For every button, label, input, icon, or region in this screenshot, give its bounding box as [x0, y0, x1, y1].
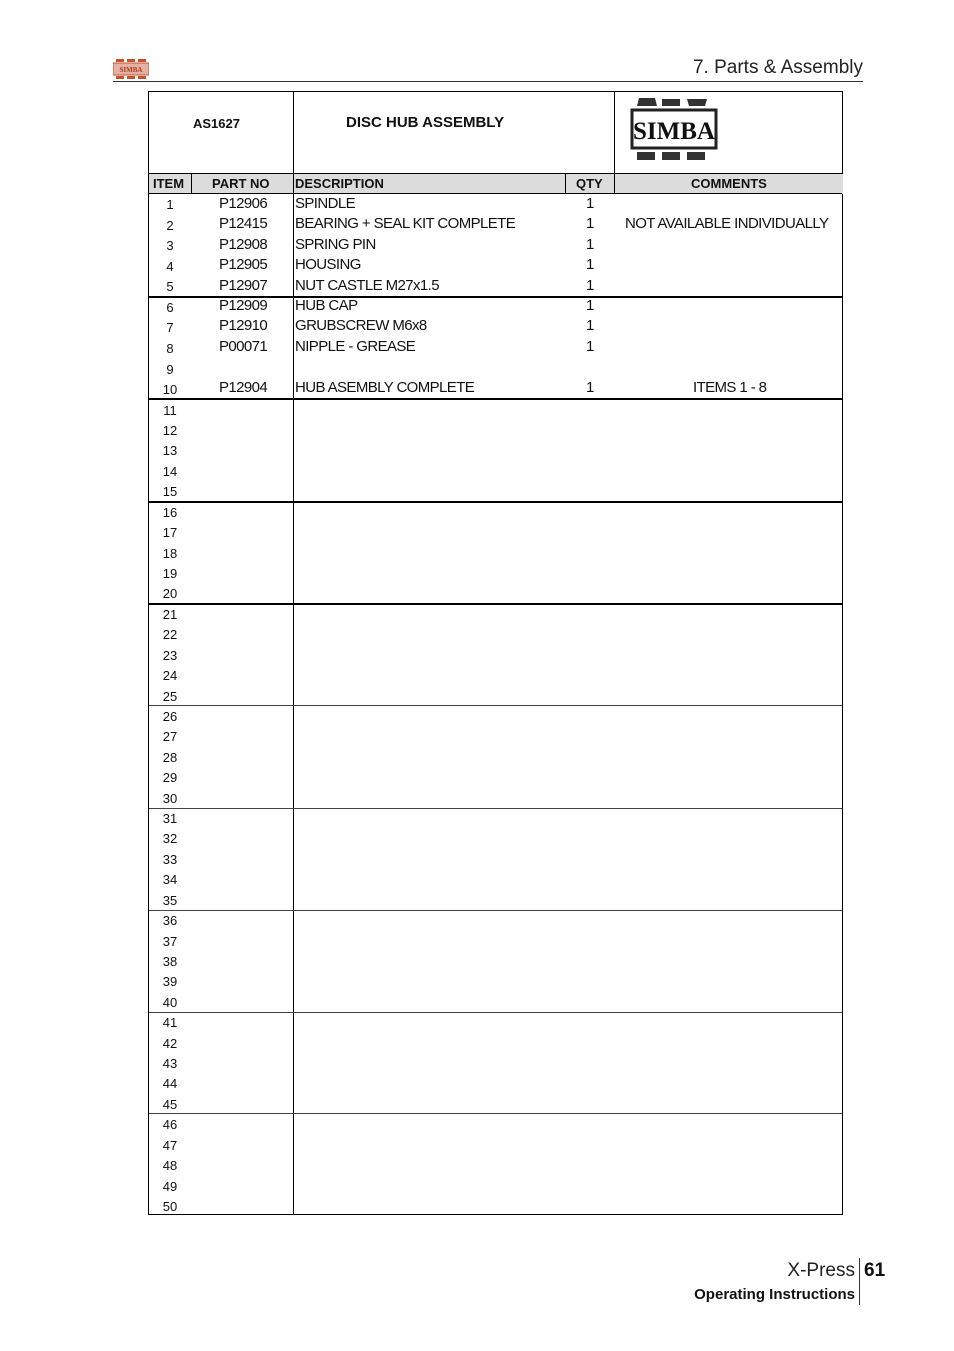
item-number: 44: [162, 1076, 178, 1091]
simba-logo-small: [113, 59, 149, 79]
divider-item-part: [191, 173, 192, 194]
part-description: HOUSING: [295, 256, 361, 273]
item-number: 40: [162, 995, 178, 1010]
item-number: 19: [162, 566, 178, 581]
parts-list-sheet: [148, 91, 843, 1215]
item-number: 29: [162, 770, 178, 785]
item-number: 22: [162, 627, 178, 642]
group-line-8: [149, 1012, 842, 1013]
part-qty: 1: [586, 215, 594, 232]
page-number: 61: [864, 1260, 886, 1281]
group-line-7: [149, 910, 842, 911]
item-number: 45: [162, 1097, 178, 1112]
part-qty: 1: [586, 277, 594, 294]
header-divider: [113, 81, 863, 82]
item-number: 7: [166, 320, 174, 335]
part-qty: 1: [586, 317, 594, 334]
part-comment: NOT AVAILABLE INDIVIDUALLY: [625, 215, 829, 232]
item-number: 46: [162, 1117, 178, 1132]
item-number: 38: [162, 954, 178, 969]
item-number: 13: [162, 443, 178, 458]
section-title: 7. Parts & Assembly: [692, 57, 863, 78]
simba-logo: [629, 98, 719, 162]
svg-text:SIMBA: SIMBA: [633, 118, 715, 145]
part-qty: 1: [586, 379, 594, 396]
part-description: NIPPLE - GREASE: [295, 338, 416, 355]
part-qty: 1: [586, 256, 594, 273]
item-number: 32: [162, 831, 178, 846]
part-description: HUB CAP: [295, 297, 358, 314]
item-number: 26: [162, 709, 178, 724]
item-number: 31: [162, 811, 178, 826]
col-header-item: ITEM: [153, 176, 185, 191]
group-line-3: [149, 501, 842, 503]
divider-code-title: [293, 92, 294, 1214]
item-number: 5: [166, 279, 174, 294]
divider-desc-qty: [565, 173, 566, 194]
header-top-line: [149, 173, 842, 174]
group-line-4: [149, 603, 842, 605]
item-number: 14: [162, 464, 178, 479]
part-qty: 1: [586, 297, 594, 314]
part-description: SPRING PIN: [295, 236, 376, 253]
col-header-part-no: PART NO: [212, 176, 270, 191]
footer-product-name: X-Press: [787, 1260, 855, 1281]
item-number: 15: [162, 484, 178, 499]
item-number: 12: [162, 423, 178, 438]
part-number: P00071: [219, 338, 268, 355]
item-number: 10: [162, 382, 178, 397]
item-number: 23: [162, 648, 178, 663]
part-qty: 1: [586, 338, 594, 355]
part-number: P12415: [219, 215, 268, 232]
col-header-qty: QTY: [576, 176, 603, 191]
item-number: 6: [166, 300, 174, 315]
footer-divider: [859, 1258, 860, 1305]
divider-desc-comments: [614, 92, 615, 194]
item-number: 11: [163, 403, 177, 418]
part-description: HUB ASEMBLY COMPLETE: [295, 379, 475, 396]
part-number: P12907: [219, 277, 268, 294]
item-number: 1: [166, 197, 174, 212]
part-description: BEARING + SEAL KIT COMPLETE: [295, 215, 516, 232]
item-number: 43: [162, 1056, 178, 1071]
item-number: 39: [162, 974, 178, 989]
item-number: 48: [162, 1158, 178, 1173]
item-number: 9: [166, 362, 174, 377]
header-bottom-line: [149, 193, 842, 194]
item-number: 33: [162, 852, 178, 867]
group-line-2: [149, 398, 842, 400]
item-number: 2: [166, 218, 174, 233]
part-comment: ITEMS 1 - 8: [693, 379, 767, 396]
part-number: P12908: [219, 236, 268, 253]
col-header-description: DESCRIPTION: [295, 176, 384, 191]
footer-subtitle: Operating Instructions: [694, 1286, 855, 1303]
part-number: P12906: [219, 195, 268, 212]
item-number: 36: [162, 913, 178, 928]
part-qty: 1: [586, 236, 594, 253]
item-number: 24: [162, 668, 178, 683]
item-number: 30: [162, 791, 178, 806]
part-number: P12909: [219, 297, 268, 314]
part-number: P12904: [219, 379, 268, 396]
group-line-5: [149, 705, 842, 706]
part-description: GRUBSCREW M6x8: [295, 317, 427, 334]
item-number: 18: [162, 546, 178, 561]
part-description: NUT CASTLE M27x1.5: [295, 277, 439, 294]
part-qty: 1: [586, 195, 594, 212]
item-number: 42: [162, 1036, 178, 1051]
group-line-9: [149, 1113, 842, 1114]
title-block: [149, 92, 842, 175]
item-number: 4: [166, 259, 174, 274]
item-number: 49: [162, 1179, 178, 1194]
group-line-6: [149, 808, 842, 809]
part-number: P12910: [219, 317, 268, 334]
svg-text:SIMBA: SIMBA: [119, 66, 143, 74]
col-header-comments: COMMENTS: [691, 176, 767, 191]
item-number: 41: [162, 1015, 178, 1030]
part-description: SPINDLE: [295, 195, 355, 212]
item-number: 21: [162, 607, 178, 622]
item-number: 47: [162, 1138, 178, 1153]
item-number: 3: [166, 238, 174, 253]
assembly-code: AS1627: [193, 116, 240, 131]
item-number: 16: [162, 505, 178, 520]
item-number: 37: [162, 934, 178, 949]
item-number: 8: [166, 341, 174, 356]
item-number: 50: [162, 1199, 178, 1214]
item-number: 34: [162, 872, 178, 887]
item-number: 35: [162, 893, 178, 908]
item-number: 20: [162, 586, 178, 601]
item-number: 17: [162, 525, 178, 540]
item-number: 25: [162, 689, 178, 704]
assembly-title: DISC HUB ASSEMBLY: [346, 114, 505, 131]
part-number: P12905: [219, 256, 268, 273]
item-number: 28: [162, 750, 178, 765]
item-number: 27: [162, 729, 178, 744]
